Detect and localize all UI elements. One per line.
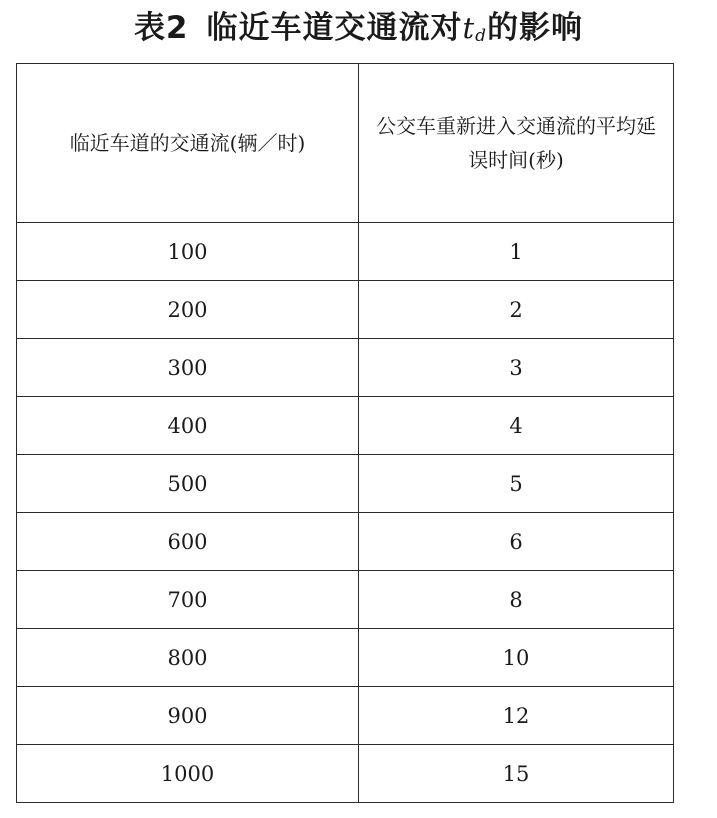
header-row [17,64,674,223]
delay-cell: 5 [359,455,674,513]
table-row [17,513,674,571]
table-row [17,687,674,745]
traffic-flow-cell: 800 [17,629,359,687]
delay-cell: 10 [359,629,674,687]
table-row [17,397,674,455]
table-row [17,339,674,397]
delay-cell: 6 [359,513,674,571]
delay-cell: 3 [359,339,674,397]
variable-td: $t_d$ [462,11,488,46]
traffic-flow-cell: 1000 [17,745,359,803]
table-row [17,223,674,281]
delay-cell: 4 [359,397,674,455]
header-traffic-flow: 临近车道的交通流(辆／时) [17,64,359,223]
traffic-flow-cell: 400 [17,397,359,455]
table-number: 表2 [133,10,189,46]
delay-cell: 2 [359,281,674,339]
traffic-flow-cell: 700 [17,571,359,629]
table-title-suffix: 的影响 [487,10,584,46]
table-row [17,281,674,339]
traffic-flow-cell: 500 [17,455,359,513]
delay-cell: 15 [359,745,674,803]
table-title [0,6,717,50]
traffic-flow-cell: 200 [17,281,359,339]
delay-cell: 1 [359,223,674,281]
traffic-flow-cell: 300 [17,339,359,397]
traffic-flow-cell: 600 [17,513,359,571]
traffic-flow-cell: 100 [17,223,359,281]
delay-cell: 8 [359,571,674,629]
table-row [17,571,674,629]
data-table [16,63,674,803]
table-title-text: 临近车道交通流对 [206,10,463,46]
delay-cell: 12 [359,687,674,745]
traffic-flow-cell: 900 [17,687,359,745]
table-row [17,745,674,803]
table-row [17,455,674,513]
table-row [17,629,674,687]
header-average-delay: 公交车重新进入交通流的平均延误时间(秒) [359,64,674,223]
